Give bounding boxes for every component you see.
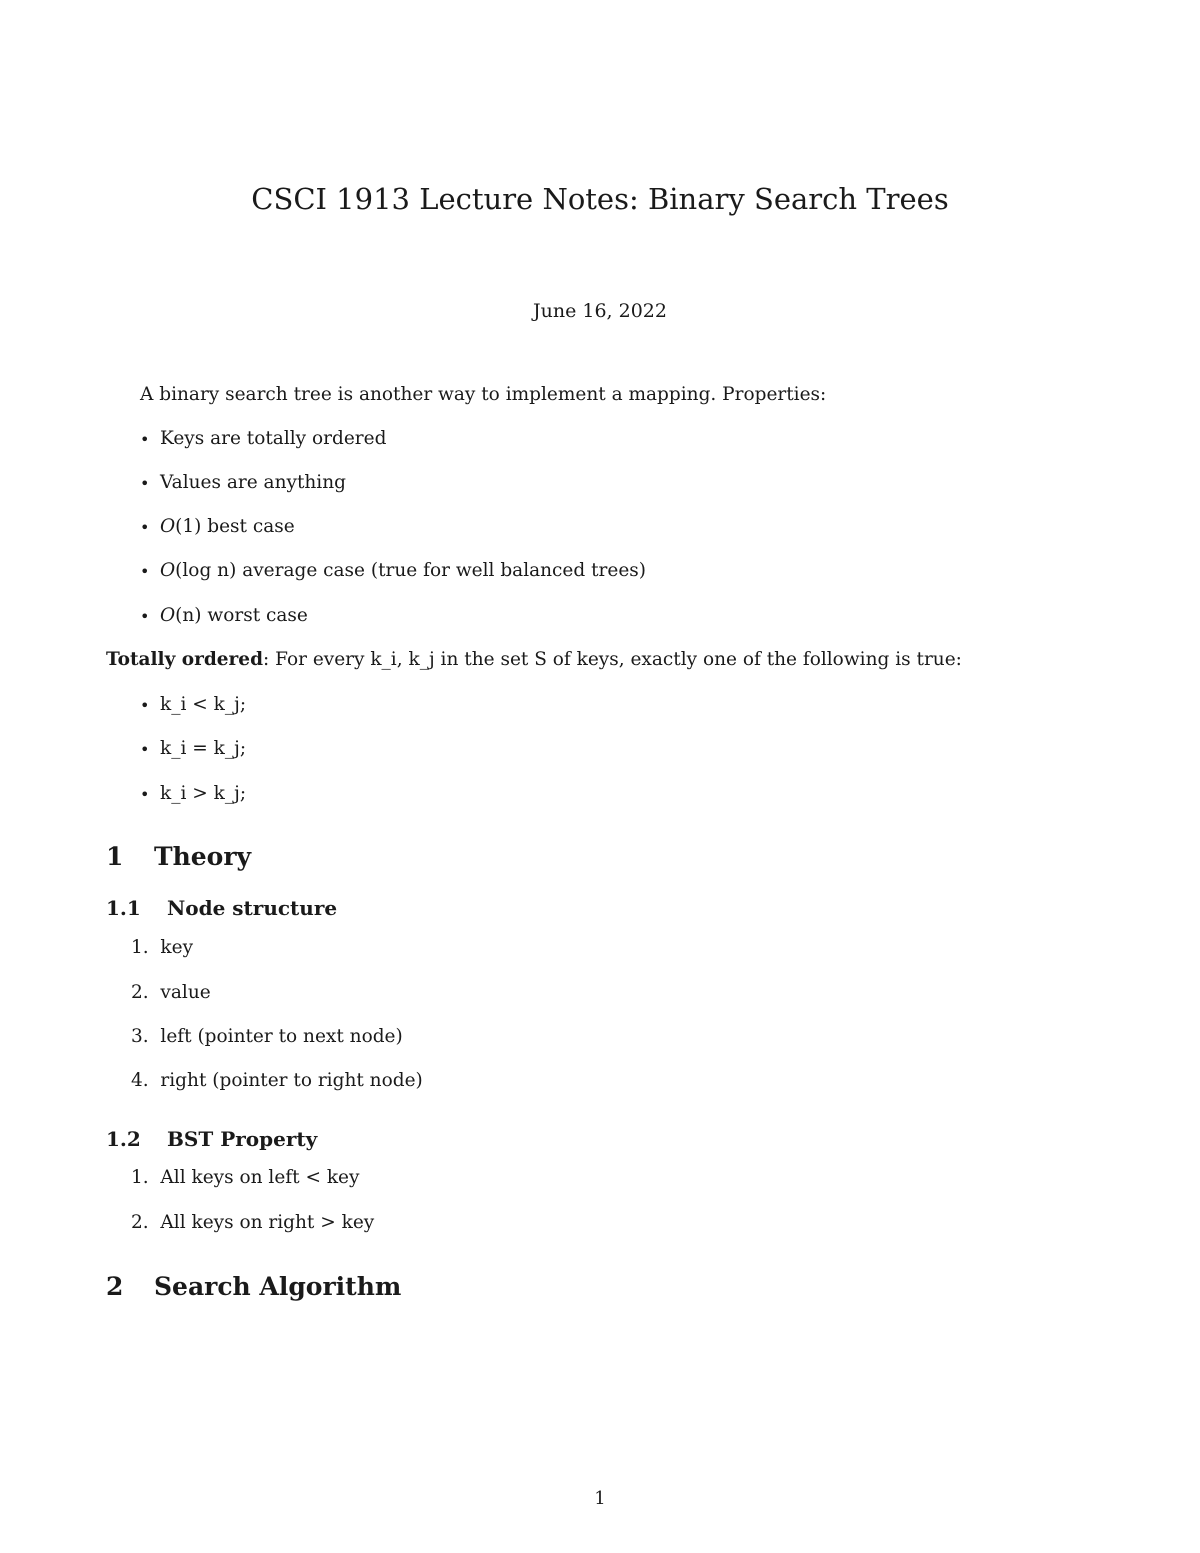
bullet-icon: • xyxy=(140,740,150,759)
subsection-heading: 1.1 Node structure xyxy=(106,896,338,920)
subsection-heading: 1.2 BST Property xyxy=(106,1127,318,1151)
bullet-icon: • xyxy=(140,562,150,581)
bullet-icon: • xyxy=(140,696,150,715)
bullet-icon: • xyxy=(140,785,150,804)
document-date: June 16, 2022 xyxy=(533,300,667,322)
section-heading: 1 Theory xyxy=(106,842,252,871)
bullet-icon: • xyxy=(140,474,150,493)
list-item: Keys are totally ordered xyxy=(160,428,387,449)
document-title: CSCI 1913 Lecture Notes: Binary Search Trees xyxy=(251,182,949,216)
bullet-icon: • xyxy=(140,607,150,626)
list-item: k_i < k_j; xyxy=(160,694,247,715)
list-item: k_i > k_j; xyxy=(160,783,247,804)
list-item: 2. value xyxy=(131,982,211,1003)
list-item: Values are anything xyxy=(160,472,346,493)
list-item: k_i = k_j; xyxy=(160,738,247,759)
list-item: O(n) worst case xyxy=(160,605,308,626)
section-heading: 2 Search Algorithm xyxy=(106,1272,402,1301)
list-item: 1. key xyxy=(131,937,194,958)
bullet-icon: • xyxy=(140,518,150,537)
totally-ordered-definition: Totally ordered: For every k_i, k_j in the set S of keys, exactly one of the following is true: xyxy=(106,649,962,670)
bullet-icon: • xyxy=(140,430,150,449)
intro-paragraph: A binary search tree is another way to implement a mapping. Properties: xyxy=(140,384,827,405)
list-item: 1. All keys on left < key xyxy=(131,1167,360,1188)
list-item: 2. All keys on right > key xyxy=(131,1212,375,1233)
list-item: 3. left (pointer to next node) xyxy=(131,1026,403,1047)
list-item: O(log n) average case (true for well balanced trees) xyxy=(160,560,646,581)
list-item: 4. right (pointer to right node) xyxy=(131,1070,423,1091)
page-number: 1 xyxy=(594,1488,606,1509)
list-item: O(1) best case xyxy=(160,516,295,537)
